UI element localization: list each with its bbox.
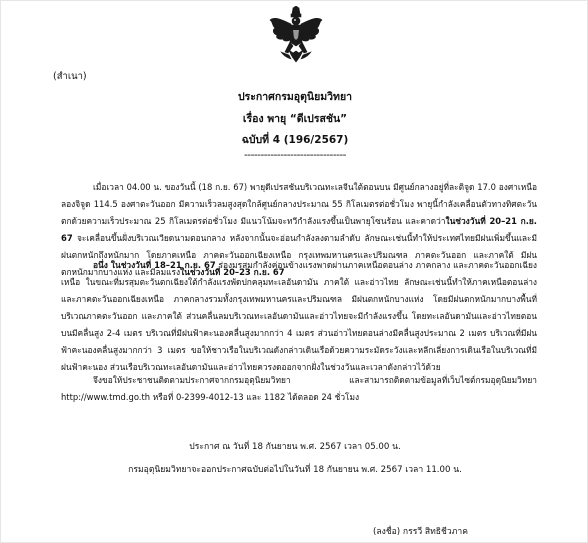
title-subject: เรื่อง พายุ “ดีเปรสชัน”: [242, 113, 348, 125]
announce-date-line: ประกาศ ณ วันที่ 18 กันยายน พ.ศ. 2567 เวลา 05.00 น.: [189, 442, 401, 452]
paragraph2-highlight-date: อนึ่ง ในช่วงวันที่ 18–21 ก.ย. 67: [93, 260, 216, 270]
paragraph1-highlight-date: ในช่วงวันที่ 20–21 ก.ย. 67: [61, 216, 537, 243]
paragraph1-highlight-date2: ในช่วงวันที่ 20–23 ก.ย. 67: [180, 267, 285, 277]
title-issue-number: ฉบับที่ 4 (196/2567): [241, 134, 349, 146]
paragraph-contact: จึงขอให้ประชาชนติดตามประกาศจากกรมอุตุนิยมวิทยา และสามารถติดตามข้อมูลที่เว็บไซต์กรมอุตุนิยมวิทยา http://www.tmd.go.th หรือที่ 0-2399-4012-13 และ 1182 ได้ตลอด 24 ชั่วโมง: [61, 375, 537, 402]
paragraph2-body: ร่องมรสุมกำลังค่อนข้างแรงพาดผ่านภาคเหนือตอนล่าง ภาคกลาง และภาคตะวันออกเฉียงเหนือ ในขณะที่มรสุมตะวันตกเฉียงใต้กำลังแรงพัดปกคลุมทะเลอันดามัน ภาคใต้ และอ่าวไทย ลักษณะเช่นนี้ทำให้ภาคเหนือตอนล่าง และภาคตะวันออกเฉียงเหนือ ภาคกลางรวมทั้งกรุงเทพมหานครและปริมณฑล มีฝนตกหนักบางแห่ง โดยมีฝนตกหนักมากบางพื้นที่ บริเวณภาคตะวันออก และภาคใต้ ส่วนคลื่นลมบริเวณทะเลอันดามันและอ่าวไทยจะมีกำลังแรงขึ้น โดยทะเลอันดามันและอ่าวไทยตอนบนมีคลื่นสูง 2-4 เมตร บริเวณที่มีฝนฟ้าคะนองคลื่นสูงมากกว่า 4 เมตร ส่วนอ่าวไทยตอนล่างมีคลื่นสูงประมาณ 2 เมตร บริเวณที่มีฝนฟ้าคะนองคลื่นสูงมากกว่า 3 เมตร ขอให้ชาวเรือในบริเวณดังกล่าวเดินเรือด้วยความระมัดระวังและหลีกเลี่ยงการเดินเรือในบริเวณที่มีฝนฟ้าคะนอง ส่วนเรือบริเวณทะเลอันดามันและอ่าวไทยควรงดออกจากฝั่งในช่วงวันและเวลาดังกล่าวไว้ด้วย: [61, 260, 537, 372]
copy-label: (สำเนา): [53, 71, 87, 82]
paragraph1-intro: เมื่อเวลา 04.00 น. ของวันนี้ (18 ก.ย. 67) พายุดีเปรสชันบริเวณทะเลจีนใต้ตอนบน มีศูนย์กลางอยู่ที่ละติจูด 17.0 องศาเหนือ ลองจิจูด 114.5 องศาตะวันออก มีความเร็วลมสูงสุดใกล้ศูนย์กลางประมาณ 55 กิโลเมตรต่อชั่วโมง พายุนี้กำลังเคลื่อนตัวทางทิศตะวันตกด้วยความเร็วประมาณ 25 กิโลเมตรต่อชั่วโมง มีแนวโน้มจะทวีกำลังแรงขึ้นเป็นพายุโซนร้อน และคาดว่า: [61, 182, 537, 226]
paragraph-monsoon: [61, 257, 537, 376]
garuda-emblem-icon: [269, 6, 323, 64]
title-separator: -------------------------------: [244, 149, 346, 161]
next-announcement-line: กรมอุตุนิยมวิทยาจะออกประกาศฉบับต่อไปในวันที่ 18 กันยายน พ.ศ. 2567 เวลา 11.00 น.: [128, 465, 462, 475]
paragraph1-body: จะเคลื่อนขึ้นฝั่งบริเวณเวียดนามตอนกลาง หลังจากนั้นจะอ่อนกำลังลงตามลำดับ ลักษณะเช่นนี้ทำให้ประเทศไทยมีฝนเพิ่มขึ้นและมีฝนตกหนักถึงหนักมาก โดยภาคเหนือ ภาคตะวันออกเฉียงเหนือ กรุงเทพมหานครและปริมณฑล ภาคตะวันออก และภาคใต้ มีฝนตกหนักมากบางแห่ง และมีลมแรง: [61, 233, 537, 277]
title-department: ประกาศกรมอุตุนิยมวิทยา: [237, 91, 353, 103]
signature-line: (ลงชื่อ) กรรวี สิทธิชีวภาค: [373, 527, 468, 537]
